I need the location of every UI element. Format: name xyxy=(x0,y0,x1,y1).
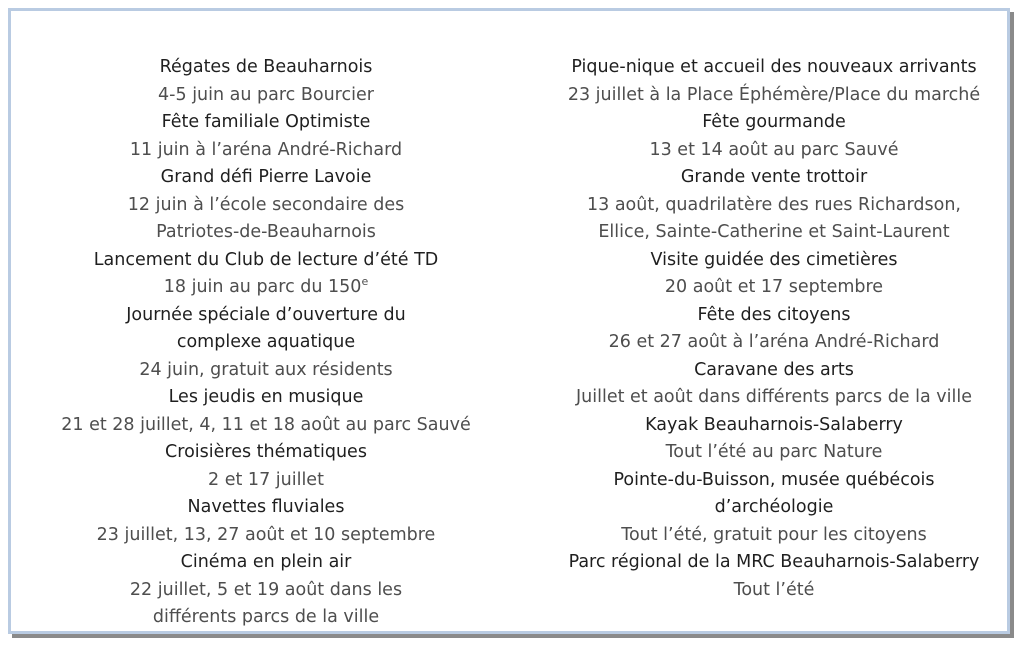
event-title: Fête familiale Optimiste xyxy=(161,112,371,132)
event-detail: 21 et 28 juillet, 4, 11 et 18 août au parc Sauvé xyxy=(61,414,471,435)
event-title: Kayak Beauharnois-Salaberry xyxy=(645,414,903,435)
event-title: Navettes fluviales xyxy=(187,497,345,517)
event-title: Croisières thématiques xyxy=(165,442,367,462)
event-detail: 11 juin à l’aréna André-Richard xyxy=(129,139,403,160)
event-title: Fête des citoyens xyxy=(697,304,851,325)
event-detail: 23 juillet à la Place Éphémère/Place du marché xyxy=(567,84,981,105)
event-detail: 4-5 juin au parc Bourcier xyxy=(158,84,374,105)
event-title: Les jeudis en musique xyxy=(168,387,364,407)
event-detail: 22 juillet, 5 et 19 août dans les xyxy=(129,579,403,600)
event-title: Lancement du Club de lecture d’été TD xyxy=(93,249,439,270)
event-title: Visite guidée des cimetières xyxy=(650,249,898,270)
event-title: Caravane des arts xyxy=(694,359,854,380)
event-detail: Patriotes-de-Beauharnois xyxy=(156,222,376,242)
event-detail: 23 juillet, 13, 27 août et 10 septembre xyxy=(96,524,436,545)
event-title-continued: complexe aquatique xyxy=(176,332,356,352)
event-title-continued: d’archéologie xyxy=(714,497,834,517)
event-detail: 20 août et 17 septembre xyxy=(664,277,884,297)
event-detail: différents parcs de la ville xyxy=(152,607,380,627)
event-detail: 2 et 17 juillet xyxy=(208,469,324,490)
event-title: Grand défi Pierre Lavoie xyxy=(160,167,372,187)
event-detail: Tout l’été xyxy=(733,579,815,600)
event-detail: 13 et 14 août au parc Sauvé xyxy=(649,139,899,160)
events-column-left xyxy=(11,54,521,632)
event-detail: Tout l’été, gratuit pour les citoyens xyxy=(621,524,927,545)
events-column-right xyxy=(509,54,1024,604)
event-title: Grande vente trottoir xyxy=(680,167,868,187)
event-detail: 12 juin à l’école secondaire des xyxy=(127,194,405,215)
event-title: Cinéma en plein air xyxy=(180,552,352,572)
event-title: Journée spéciale d’ouverture du xyxy=(126,304,406,325)
event-title: Parc régional de la MRC Beauharnois-Salaberry xyxy=(568,552,980,572)
event-detail: 24 juin, gratuit aux résidents xyxy=(139,359,393,380)
event-detail: Juillet et août dans différents parcs de la ville xyxy=(575,387,972,407)
event-detail: Tout l’été au parc Nature xyxy=(665,442,883,462)
ordinal-superscript: e xyxy=(361,275,369,289)
event-detail: 13 août, quadrilatère des rues Richardson, xyxy=(586,194,961,215)
event-detail: 26 et 27 août à l’aréna André-Richard xyxy=(608,332,940,352)
event-detail-text: 18 juin au parc du 150 xyxy=(163,277,362,297)
event-detail xyxy=(11,274,521,302)
event-detail: Ellice, Sainte-Catherine et Saint-Laurent xyxy=(598,222,950,242)
event-title: Pique-nique et accueil des nouveaux arrivants xyxy=(571,57,977,77)
events-box xyxy=(8,8,1010,634)
event-title: Régates de Beauharnois xyxy=(159,57,373,77)
event-title: Fête gourmande xyxy=(702,112,846,132)
event-title: Pointe-du-Buisson, musée québécois xyxy=(613,469,935,490)
